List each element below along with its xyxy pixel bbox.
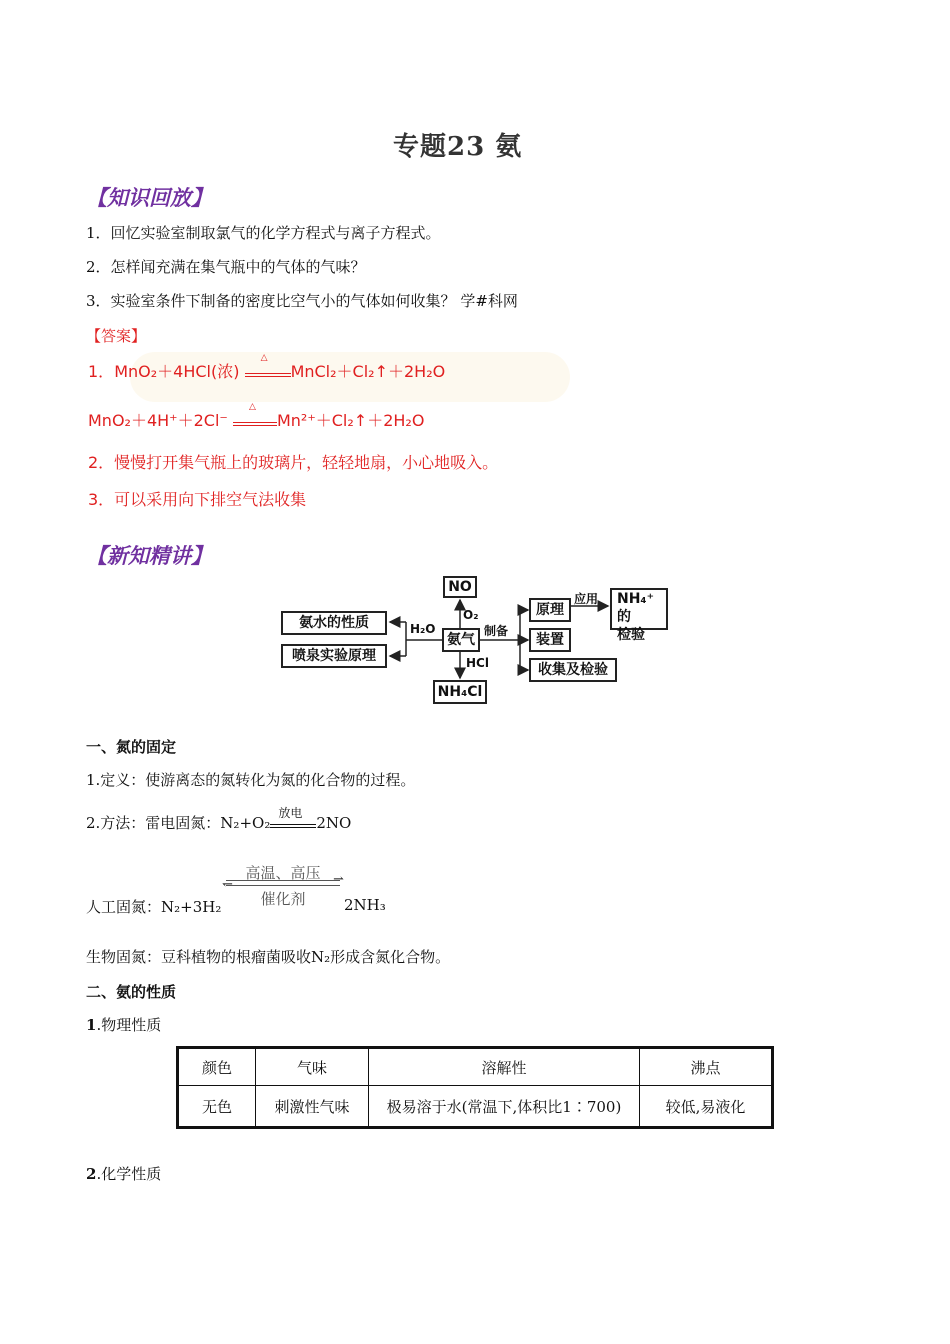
artificial-condition-top: 高温、高压: [245, 864, 321, 882]
physical-properties-table: [176, 1046, 774, 1129]
table-header-row: [178, 1048, 773, 1086]
discharge-label: 放电: [278, 806, 303, 820]
reversible-arrow: ⇀ ↽: [222, 872, 344, 892]
discharge-arrow: [270, 806, 316, 828]
diagram-h2o-label: H₂O: [410, 622, 436, 636]
review-heading: 【知识回放】: [86, 185, 212, 210]
chemical-heading: [86, 1163, 161, 1184]
review-question-1: 1．回忆实验室制取氯气的化学方程式与离子方程式。: [86, 224, 441, 242]
answer-heading: 【答案】: [86, 327, 147, 345]
header-solubility: 溶解性: [369, 1048, 640, 1086]
diagram-principle: 原理: [529, 598, 571, 622]
heat-symbol-1: △: [260, 353, 268, 363]
cell-solubility: 极易溶于水(常温下,体积比1∶700): [369, 1086, 640, 1128]
review-question-2: 2．怎样闻充满在集气瓶中的气体的气味？: [86, 258, 366, 276]
answer-1-equation-2: [88, 402, 425, 431]
diagram-apparatus: 装置: [529, 628, 571, 652]
page-title: 专题23 氨: [393, 132, 523, 162]
heat-arrow-2: [233, 402, 277, 426]
answer-1-eq2-right: Mn²⁺＋Cl₂↑＋2H₂O: [276, 411, 425, 430]
answer-1-eq1-left: MnO₂＋4HCl(浓): [114, 362, 240, 381]
header-boiling-point: 沸点: [640, 1048, 773, 1086]
heat-symbol-2: △: [248, 402, 256, 412]
section2-heading: 二、氨的性质: [86, 983, 177, 1001]
diagram-ammonia-water: 氨水的性质: [281, 611, 387, 635]
method-product: 2NO: [316, 814, 352, 832]
new-knowledge-heading: 【新知精讲】: [86, 543, 212, 568]
diagram-fountain: 喷泉实验原理: [281, 644, 387, 668]
header-smell: 气味: [256, 1048, 369, 1086]
chemical-heading-num: 2: [86, 1165, 97, 1183]
table-row: [178, 1086, 773, 1128]
cell-color: 无色: [178, 1086, 256, 1128]
chemical-heading-text: .化学性质: [96, 1165, 162, 1183]
answer-1-eq2-left: MnO₂＋4H⁺＋2Cl⁻: [88, 411, 228, 430]
section1-bio: 生物固氮：豆科植物的根瘤菌吸收N₂形成含氮化合物。: [86, 948, 451, 966]
section1-heading: 一、氮的固定: [86, 738, 177, 756]
cell-smell: 刺激性气味: [256, 1086, 369, 1128]
diagram-collection: 收集及检验: [529, 658, 617, 682]
answer-3: 3．可以采用向下排空气法收集: [88, 490, 307, 509]
physical-heading: [86, 1014, 161, 1035]
cell-boiling-point: 较低,易液化: [640, 1086, 773, 1128]
diagram-center: 氨气: [442, 628, 480, 652]
answer-1-equation-1: [88, 353, 446, 382]
method-prefix: 2.方法：雷电固氮：N₂+O₂: [86, 814, 271, 832]
diagram-nh4-test-line2: 检验: [617, 627, 645, 643]
section1-method: [86, 806, 352, 833]
physical-heading-text: .物理性质: [96, 1016, 162, 1034]
diagram-nh4-test-line1: NH₄⁺的: [617, 591, 654, 625]
section1-definition: 1.定义：使游离态的氮转化为氮的化合物的过程。: [86, 771, 416, 789]
diagram-apply-label: 应用: [574, 592, 599, 606]
diagram-prep-label: 制备: [484, 624, 509, 638]
answer-1-prefix: 1．: [88, 362, 115, 381]
heat-arrow-1: [245, 353, 291, 377]
physical-heading-num: 1: [86, 1016, 97, 1034]
artificial-condition-bottom: 催化剂: [260, 890, 306, 908]
diagram-nh4-test: [610, 588, 668, 643]
review-question-3: 3．实验室条件下制备的密度比空气小的气体如何收集？ 学#科网: [86, 292, 518, 310]
answer-1-eq1-right: MnCl₂＋Cl₂↑＋2H₂O: [290, 362, 446, 381]
artificial-product: 2NH₃: [344, 896, 386, 914]
diagram-no: NO: [443, 576, 477, 598]
diagram-o2-label: O₂: [463, 608, 479, 622]
header-color: 颜色: [178, 1048, 256, 1086]
diagram-hcl-label: HCl: [466, 656, 489, 670]
answer-2: 2．慢慢打开集气瓶上的玻璃片，轻轻地扇，小心地吸入。: [88, 453, 499, 472]
artificial-prefix: 人工固氮：N₂+3H₂: [86, 898, 222, 916]
diagram-nh4cl: NH₄Cl: [433, 680, 487, 704]
